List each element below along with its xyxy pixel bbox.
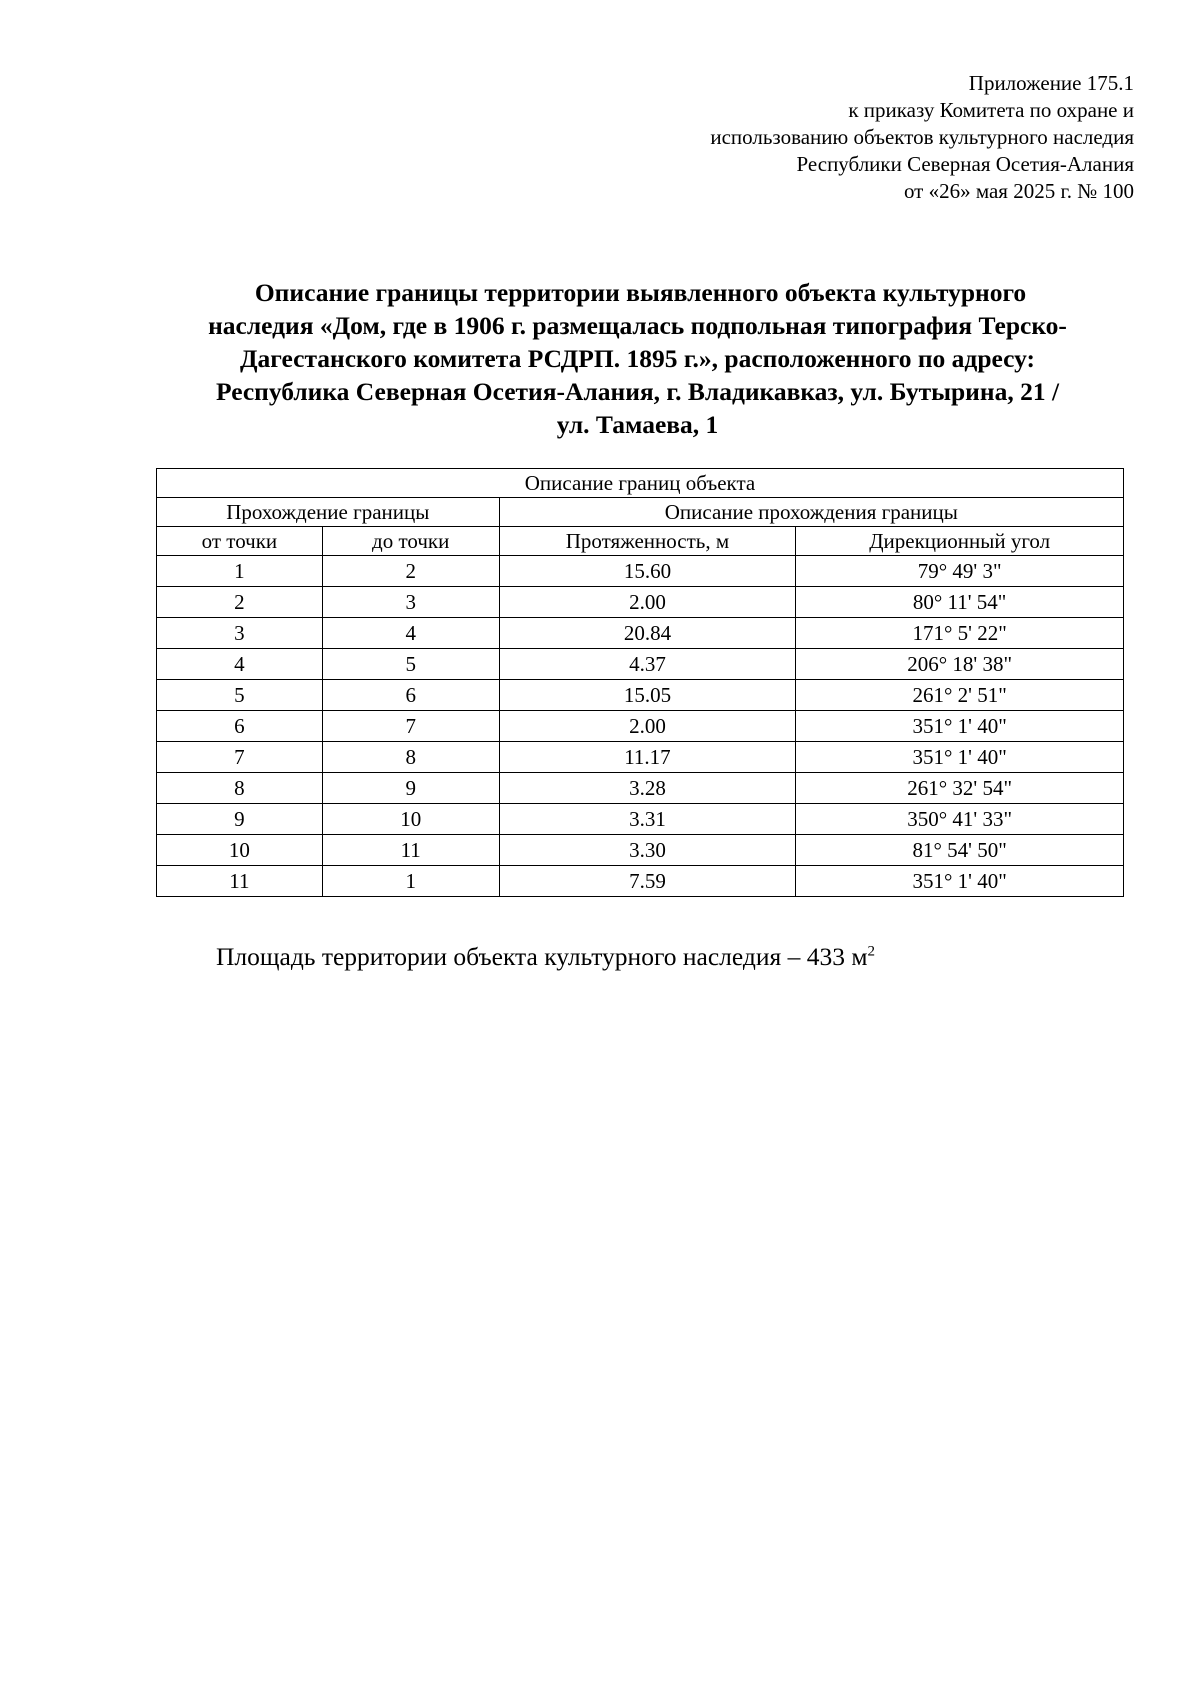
- boundary-table: [156, 468, 1124, 897]
- area-text: Площадь территории объекта культурного наследия – 433 м: [216, 942, 868, 971]
- cell-to-point: 6: [322, 680, 499, 711]
- cell-from-point: 6: [157, 711, 323, 742]
- cell-length: 7.59: [499, 866, 796, 897]
- cell-from-point: 3: [157, 618, 323, 649]
- title-line: Республика Северная Осетия-Алания, г. Владикавказ, ул. Бутырина, 21 /: [215, 377, 1060, 406]
- cell-to-point: 9: [322, 773, 499, 804]
- cell-direction-angle: 351° 1' 40": [796, 711, 1124, 742]
- header-length: Протяженность, м: [499, 527, 796, 556]
- table-row: [157, 804, 1124, 835]
- approval-line: к приказу Комитета по охране и: [848, 98, 1134, 122]
- cell-to-point: 11: [322, 835, 499, 866]
- header-to-point: до точки: [322, 527, 499, 556]
- approval-line: Республики Северная Осетия-Алания: [796, 152, 1134, 176]
- document-title: [150, 276, 1125, 441]
- title-line: наследия «Дом, где в 1906 г. размещалась подпольная типография Терско-: [208, 311, 1067, 340]
- cell-to-point: 5: [322, 649, 499, 680]
- table-caption-row: [157, 469, 1124, 498]
- table-caption: Описание границ объекта: [157, 469, 1124, 498]
- table-row: [157, 773, 1124, 804]
- cell-to-point: 2: [322, 556, 499, 587]
- cell-direction-angle: 261° 32' 54": [796, 773, 1124, 804]
- table-row: [157, 835, 1124, 866]
- cell-length: 4.37: [499, 649, 796, 680]
- cell-direction-angle: 81° 54' 50": [796, 835, 1124, 866]
- header-boundary-passage: Прохождение границы: [157, 498, 500, 527]
- approval-block: [710, 70, 1134, 205]
- table-row: [157, 866, 1124, 897]
- approval-line: использованию объектов культурного наследия: [710, 125, 1134, 149]
- table-row: [157, 587, 1124, 618]
- title-line: Описание границы территории выявленного объекта культурного: [254, 278, 1027, 307]
- table-column-header-row: [157, 527, 1124, 556]
- cell-direction-angle: 350° 41' 33": [796, 804, 1124, 835]
- cell-length: 3.28: [499, 773, 796, 804]
- cell-direction-angle: 206° 18' 38": [796, 649, 1124, 680]
- cell-length: 3.30: [499, 835, 796, 866]
- cell-length: 11.17: [499, 742, 796, 773]
- cell-to-point: 7: [322, 711, 499, 742]
- cell-from-point: 11: [157, 866, 323, 897]
- cell-direction-angle: 351° 1' 40": [796, 866, 1124, 897]
- header-direction-angle: Дирекционный угол: [796, 527, 1124, 556]
- title-line: Дагестанского комитета РСДРП. 1895 г.», расположенного по адресу:: [239, 344, 1036, 373]
- header-from-point: от точки: [157, 527, 323, 556]
- title-line: ул. Тамаева, 1: [556, 410, 719, 439]
- cell-from-point: 5: [157, 680, 323, 711]
- approval-line: от «26» мая 2025 г. № 100: [903, 179, 1134, 203]
- cell-length: 2.00: [499, 711, 796, 742]
- cell-from-point: 1: [157, 556, 323, 587]
- cell-to-point: 8: [322, 742, 499, 773]
- cell-from-point: 10: [157, 835, 323, 866]
- cell-direction-angle: 261° 2' 51": [796, 680, 1124, 711]
- cell-length: 3.31: [499, 804, 796, 835]
- table-row: [157, 618, 1124, 649]
- table-row: [157, 742, 1124, 773]
- cell-from-point: 2: [157, 587, 323, 618]
- cell-to-point: 4: [322, 618, 499, 649]
- cell-from-point: 9: [157, 804, 323, 835]
- header-passage-description: Описание прохождения границы: [499, 498, 1123, 527]
- cell-from-point: 4: [157, 649, 323, 680]
- cell-direction-angle: 171° 5' 22": [796, 618, 1124, 649]
- table-row: [157, 556, 1124, 587]
- table-row: [157, 711, 1124, 742]
- table-row: [157, 680, 1124, 711]
- cell-from-point: 8: [157, 773, 323, 804]
- cell-to-point: 10: [322, 804, 499, 835]
- cell-to-point: 3: [322, 587, 499, 618]
- approval-line: Приложение 175.1: [968, 71, 1134, 95]
- cell-length: 15.60: [499, 556, 796, 587]
- table-group-header-row: [157, 498, 1124, 527]
- cell-direction-angle: 79° 49' 3": [796, 556, 1124, 587]
- cell-to-point: 1: [322, 866, 499, 897]
- cell-direction-angle: 80° 11' 54": [796, 587, 1124, 618]
- cell-length: 15.05: [499, 680, 796, 711]
- area-superscript: 2: [867, 943, 875, 960]
- area-statement: [216, 942, 875, 972]
- cell-from-point: 7: [157, 742, 323, 773]
- cell-length: 20.84: [499, 618, 796, 649]
- table-row: [157, 649, 1124, 680]
- cell-direction-angle: 351° 1' 40": [796, 742, 1124, 773]
- cell-length: 2.00: [499, 587, 796, 618]
